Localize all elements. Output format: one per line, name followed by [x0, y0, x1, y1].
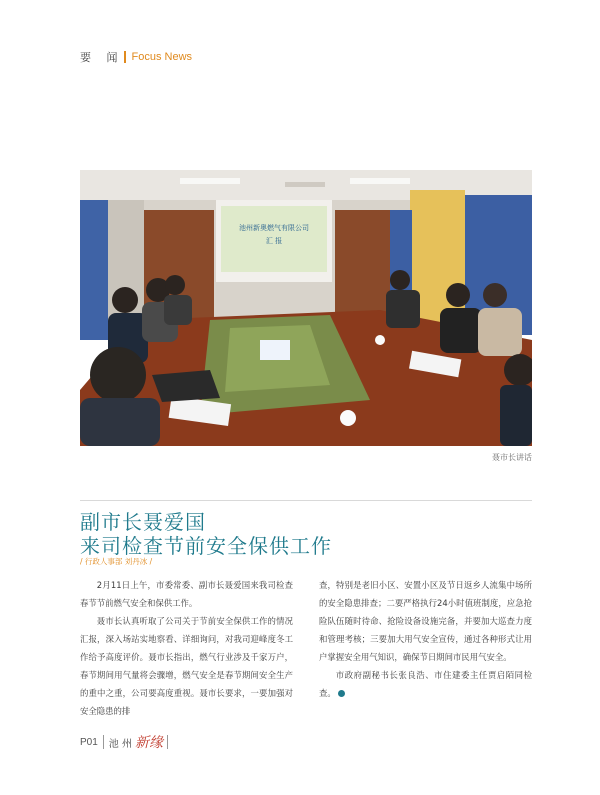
section-header [80, 50, 192, 64]
article-column-right [319, 576, 532, 702]
section-title-en: Focus News [131, 51, 193, 63]
paragraph-text: 市政府副秘书长张良浩、市住建委主任贾启陌同检查。 [319, 670, 532, 698]
screen-text-line2: 汇 报 [265, 237, 283, 245]
end-mark-icon [338, 690, 345, 697]
paragraph: 查，特别是老旧小区、安置小区及节日返乡人流集中场所的安全隐患排查；二要严格执行24小时值班制度，应急抢险队伍随时待命、抢险设备设施完备，并要加大巡查力度和管理考核；三要加大用气安全宣传，通过各种形式让用户掌握安全用气知识，确保节日期间市民用气安全。 [319, 580, 532, 662]
footer-divider-end [167, 735, 168, 749]
footer-divider [103, 735, 104, 749]
page-footer [80, 732, 168, 752]
photo-caption: 聂市长讲话 [492, 453, 532, 462]
article-title-line1: 副市长聂爱国 [80, 510, 206, 534]
article-byline: / 行政人事部 刘丹冰 / [80, 557, 153, 566]
paragraph: 2月11日上午，市委常委、副市长聂爱国来我司检查春节节前燃气安全和保供工作。 [80, 580, 293, 608]
magazine-name: 池 州 [108, 738, 132, 750]
divider-line [80, 500, 532, 501]
meeting-photo [80, 170, 532, 446]
paragraph [319, 666, 532, 702]
article-title-line2: 来司检查节前安全保供工作 [80, 534, 332, 558]
magazine-logo-script: 新缘 [134, 735, 163, 751]
page-number: P01 [80, 736, 98, 748]
paragraph: 聂市长认真听取了公司关于节前安全保供工作的情况汇报，深入场站实地察看、详细询问，对我司迎峰度冬工作给予高度评价。聂市长指出，燃气行业涉及千家万户，春节期间用气量将会骤增，燃气安全是春节期间安全生产的重中之重，公司要高度重视。聂市长要求，一要加强对安全隐患的排 [80, 616, 293, 716]
header-divider [124, 51, 126, 63]
screen-text-line1: 池州新奥燃气有限公司 [239, 224, 309, 232]
section-title-cn: 要 闻 [80, 51, 124, 64]
article-column-left [80, 576, 293, 720]
